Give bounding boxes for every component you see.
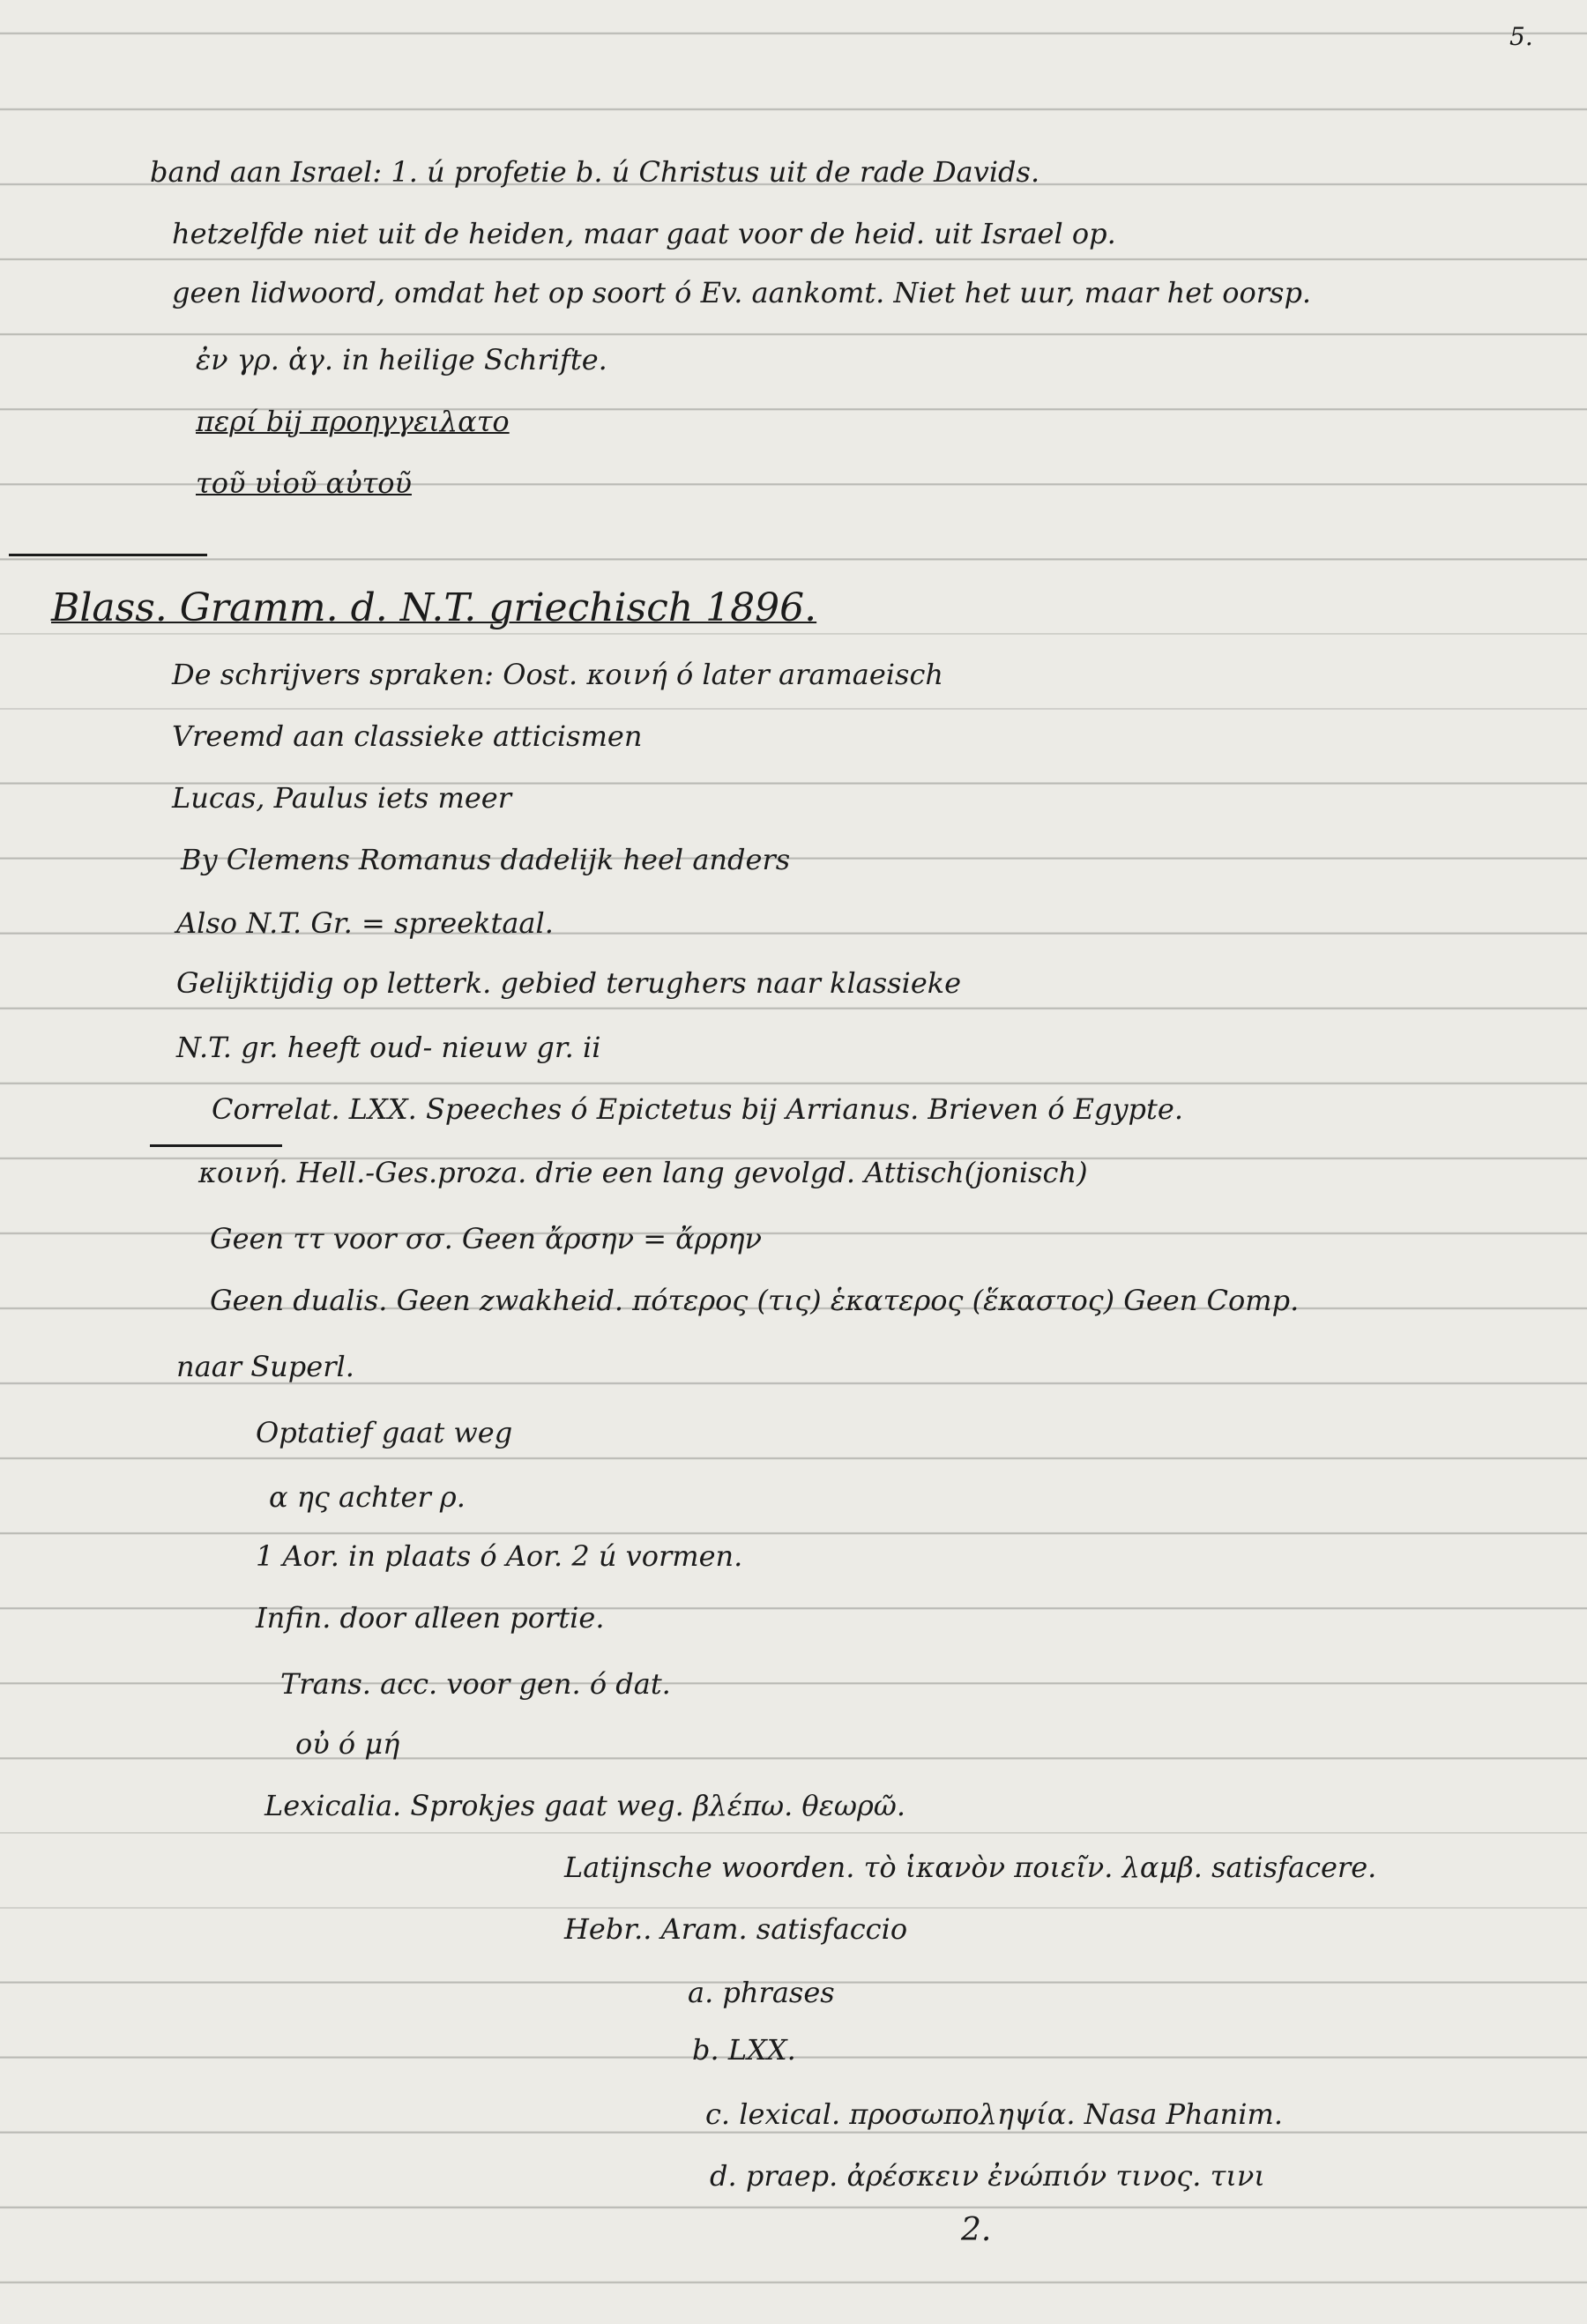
text-line: Correlat. LXX. Speeches ó Epictetus bij Arrianus. Brieven ó Egypte. xyxy=(212,1092,1183,1126)
section-heading: Blass. Gramm. d. N.T. griechisch 1896. xyxy=(51,585,817,630)
text-line: Vreemd aan classieke atticismen xyxy=(172,719,643,753)
text-line: Optatief gaat weg xyxy=(256,1416,513,1449)
text-line: Latijnsche woorden. τὸ ἱκανὸν ποιεῖν. λαμβ. satisfacere. xyxy=(564,1851,1377,1884)
text-line: De schrijvers spraken: Oost. κοινή ó later aramaeisch xyxy=(172,658,943,691)
folio-number: 2. xyxy=(961,2212,992,2248)
page-number: 5. xyxy=(1509,22,1533,51)
text-line: d. praep. ἀρέσκειν ἐνώπιόν τινος. τινι xyxy=(710,2159,1265,2193)
text-line: Gelijktijdig op letterk. gebied terughers naar klassieke xyxy=(176,966,962,1000)
text-line: band aan Israel: 1. ú profetie b. ú Christus uit de rade Davids. xyxy=(150,155,1040,189)
text-line: geen lidwoord, omdat het op soort ó Ev. aankomt. Niet het uur, maar het oorsp. xyxy=(172,276,1312,309)
text-line: Geen dualis. Geen zwakheid. πότερος (τις) ἑκατερος (ἕκαστος) Geen Comp. xyxy=(210,1284,1300,1317)
text-line: 1 Aor. in plaats ó Aor. 2 ú vormen. xyxy=(256,1539,743,1573)
text-line: c. lexical. προσωποληψία. Nasa Phanim. xyxy=(705,2097,1284,2131)
text-line: οὐ ó μή xyxy=(295,1727,400,1761)
text-line: N.T. gr. heeft oud- nieuw gr. ii xyxy=(176,1031,601,1064)
text-line: α ης achter ρ. xyxy=(269,1480,466,1514)
text-line: naar Superl. xyxy=(176,1350,354,1383)
section-divider xyxy=(9,554,207,556)
text-line: κοινή. Hell.-Ges.proza. drie een lang gevolgd. Attisch(jonisch) xyxy=(198,1156,1088,1189)
text-line: τοῦ υἱοῦ αὐτοῦ xyxy=(196,466,412,500)
text-line: Also N.T. Gr. = spreektaal. xyxy=(176,906,554,940)
text-line: By Clemens Romanus dadelijk heel anders xyxy=(181,843,791,876)
text-line: hetzelfde niet uit de heiden, maar gaat voor de heid. uit Israel op. xyxy=(172,217,1116,250)
section-divider xyxy=(150,1144,282,1147)
text-line: Lexicalia. Sprokjes gaat weg. βλέπω. θεωρῶ. xyxy=(264,1789,906,1822)
text-line: Hebr.. Aram. satisfaccio xyxy=(564,1912,908,1946)
text-line: Geen ττ voor σσ. Geen ἄρσην = ἄρρην xyxy=(210,1222,763,1255)
text-line: περί bij προηγγειλατο xyxy=(196,405,510,438)
text-line: Trans. acc. voor gen. ó dat. xyxy=(280,1667,671,1701)
text-line: Lucas, Paulus iets meer xyxy=(172,781,511,815)
text-line: b. LXX. xyxy=(692,2033,796,2067)
text-line: Infin. door alleen portie. xyxy=(256,1601,605,1635)
text-line: a. phrases xyxy=(688,1976,835,2009)
text-line: ἐν γρ. ἁγ. in heilige Schrifte. xyxy=(196,343,607,376)
